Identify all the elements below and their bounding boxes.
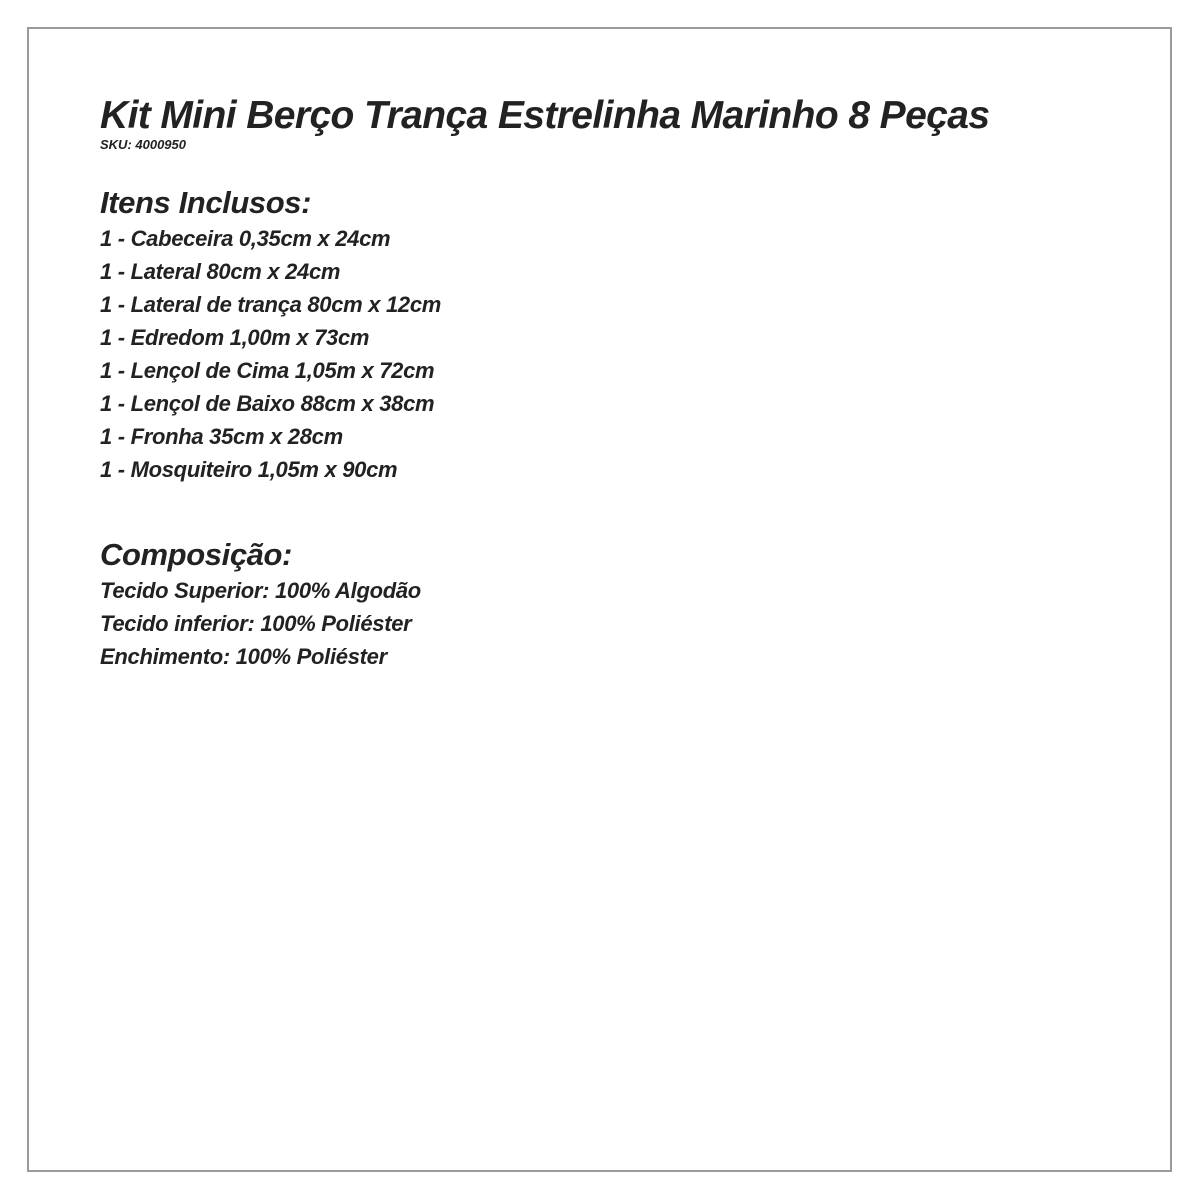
items-heading: Itens Inclusos: — [100, 185, 312, 220]
composition-item: Enchimento: 100% Poliéster — [100, 644, 387, 669]
composition-item: Tecido inferior: 100% Poliéster — [100, 611, 412, 636]
list-item: 1 - Mosquiteiro 1,05m x 90cm — [100, 457, 398, 482]
list-item: 1 - Fronha 35cm x 28cm — [100, 424, 343, 449]
items-list — [100, 222, 1100, 486]
list-item: 1 - Edredom 1,00m x 73cm — [100, 325, 370, 350]
list-item: 1 - Lençol de Cima 1,05m x 72cm — [100, 358, 435, 383]
list-item: 1 - Lençol de Baixo 88cm x 38cm — [100, 391, 435, 416]
product-description — [100, 93, 1100, 673]
composition-item: Tecido Superior: 100% Algodão — [100, 578, 421, 603]
list-item: 1 - Cabeceira 0,35cm x 24cm — [100, 226, 391, 251]
product-sku: SKU: 4000950 — [100, 137, 186, 152]
composition-list — [100, 574, 1100, 673]
list-item: 1 - Lateral 80cm x 24cm — [100, 259, 341, 284]
composition-heading: Composição: — [100, 537, 292, 572]
list-item: 1 - Lateral de trança 80cm x 12cm — [100, 292, 442, 317]
product-title: Kit Mini Berço Trança Estrelinha Marinho 8 Peças — [100, 94, 990, 137]
